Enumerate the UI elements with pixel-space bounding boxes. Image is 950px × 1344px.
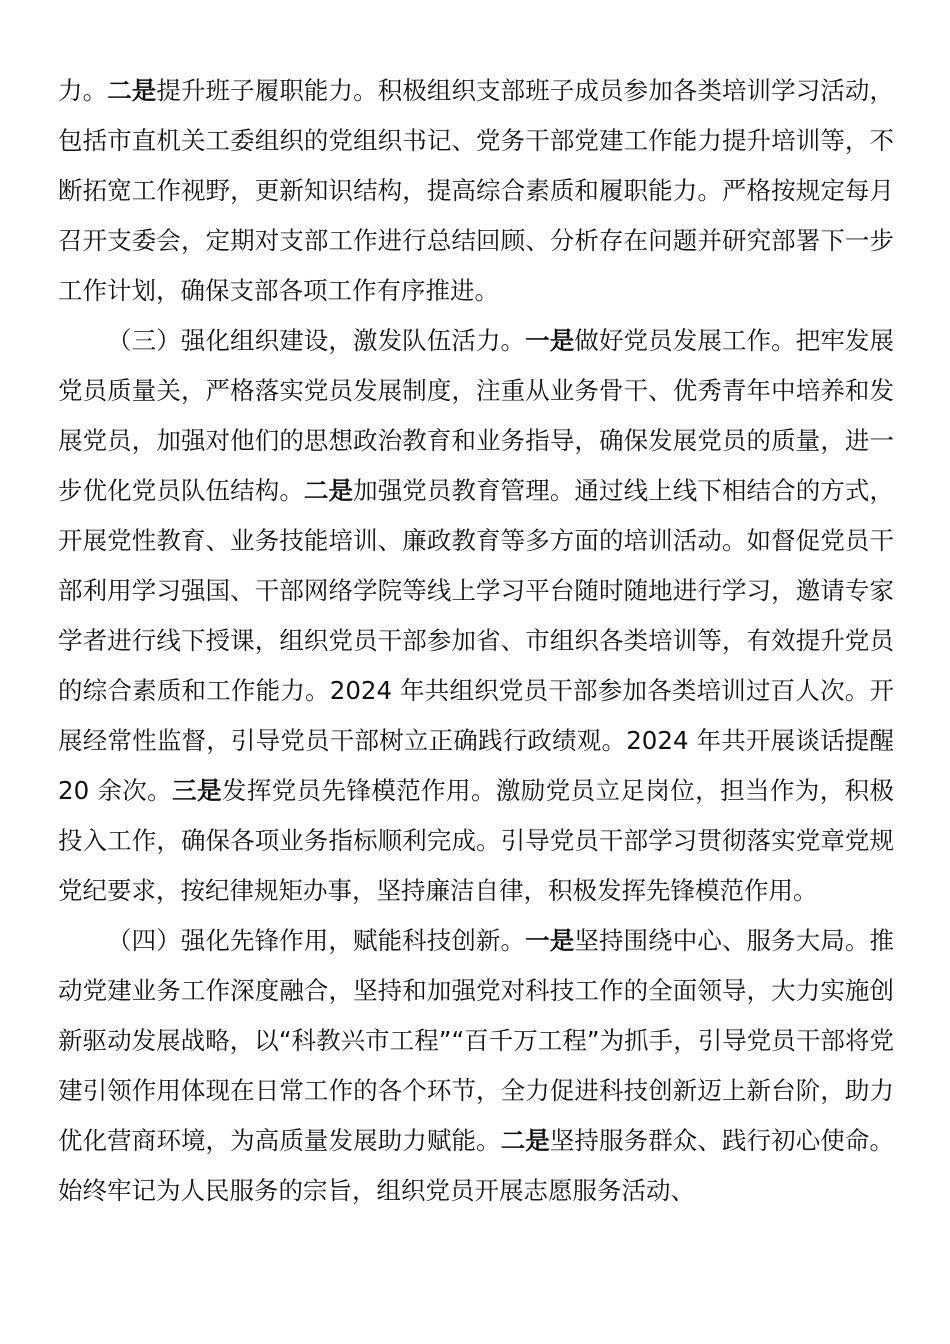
- emphasis-run: 二是: [500, 1126, 550, 1155]
- document-body: [58, 66, 894, 1216]
- section-heading-run: （四）强化先锋作用，赋能科技创新。: [107, 926, 526, 955]
- text-run: 加强党员教育管理。通过线上线下相结合的方式，开展党性教育、业务技能培训、廉政教育等多方面的培训活动。如督促党员干部利用学习强国、干部网络学院等线上学习平台随时随地进行学习，邀请专家学者进行线下授课，组织党员干部参加省、市组织各类培训等，有效提升党员的综合素质和工作能力。2024 年共组织党员干部参加各类培训过百人次。开展经常性监督，引导党员干部树立正确践行政绩观。2024 年共开展谈话提醒 20 余次。: [58, 476, 895, 805]
- paragraph: [58, 66, 894, 316]
- paragraph-section-4: [58, 916, 894, 1216]
- paragraph-section-3: [58, 316, 894, 916]
- text-run: 提升班子履职能力。积极组织支部班子成员参加各类培训学习活动，包括市直机关工委组织的党组织书记、党务干部党建工作能力提升培训等，不断拓宽工作视野，更新知识结构，提高综合素质和履职能力。严格按规定每月召开支委会，定期对支部工作进行总结回顾、分析存在问题并研究部署下一步工作计划，确保支部各项工作有序推进。: [58, 76, 895, 305]
- emphasis-run: 一是: [525, 926, 575, 955]
- text-run: 坚持服务群众、践行初心使命。始终牢记为人民服务的宗旨，组织党员开展志愿服务活动、: [58, 1126, 895, 1205]
- text-run: 力。: [58, 76, 108, 105]
- section-heading-run: （三）强化组织建设，激发队伍活力。: [107, 326, 526, 355]
- text-run: 坚持围绕中心、服务大局。推动党建业务工作深度融合，坚持和加强党对科技工作的全面领导，大力实施创新驱动发展战略，以“科教兴市工程”“百千万工程”为抓手，引导党员干部将党建引领作用体现在日常工作的各个环节，全力促进科技创新迈上新台阶，助力优化营商环境，为高质量发展助力赋能。: [58, 926, 895, 1155]
- emphasis-run: 三是: [172, 776, 222, 805]
- emphasis-run: 二是: [303, 476, 354, 505]
- text-run: 做好党员发展工作。把牢发展党员质量关，严格落实党员发展制度，注重从业务骨干、优秀青年中培养和发展党员，加强对他们的思想政治教育和业务指导，确保发展党员的质量，进一步优化党员队伍结构。: [58, 326, 895, 505]
- emphasis-run: 一是: [525, 326, 575, 355]
- emphasis-run: 二是: [107, 76, 157, 105]
- text-run: 发挥党员先锋模范作用。激励党员立足岗位，担当作为，积极投入工作，确保各项业务指标顺利完成。引导党员干部学习贯彻落实党章党规党纪要求，按纪律规矩办事，坚持廉洁自律，积极发挥先锋模范作用。: [58, 776, 895, 905]
